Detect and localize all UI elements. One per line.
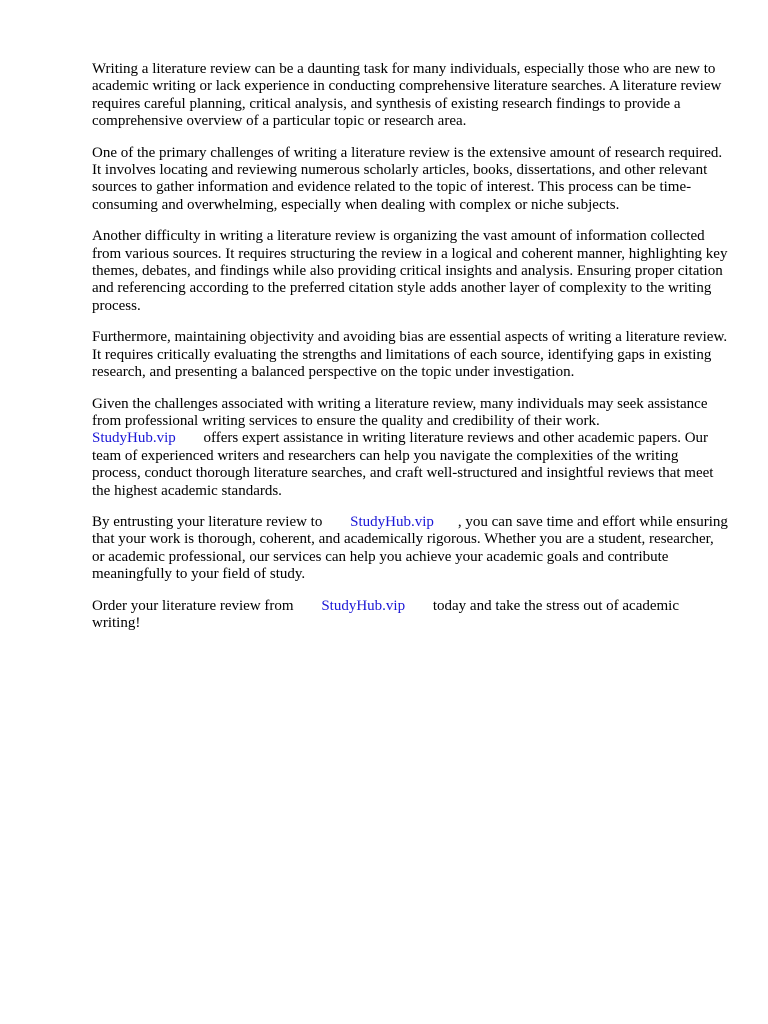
document-body	[92, 61, 728, 646]
studyhub-link-3[interactable]: StudyHub.vip	[321, 597, 406, 614]
paragraph-6	[92, 514, 728, 584]
paragraph-3: Another difficulty in writing a literature review is organizing the vast amount of information collected from various sources. It requires structuring the review in a logical and coherent manner, highlighting key themes, debates, and findings while also providing critical insights and analysis. Ensuring proper citation and referencing according to the preferred citation style adds another layer of complexity to the writing process.	[92, 228, 728, 314]
paragraph-7	[92, 598, 728, 633]
paragraph-5-text-after: offers expert assistance in writing literature reviews and other academic papers. Our team of experienced writers and researchers can help you navigate the complexities of the writing process, conduct thorough literature searches, and craft well-structured and insightful reviews that meet the highest academic standards.	[92, 430, 714, 499]
paragraph-5	[92, 396, 728, 500]
paragraph-6-text-after: , you can save time and effort while ensuring that your work is thorough, coherent, and academically rigorous. Whether you are a student, researcher, or academic professional, our services can help you achieve your academic goals and contribute meaningfully to your field of study.	[92, 513, 728, 583]
studyhub-link-2[interactable]: StudyHub.vip	[350, 513, 434, 530]
paragraph-4: Furthermore, maintaining objectivity and avoiding bias are essential aspects of writing a literature review. It requires critically evaluating the strengths and limitations of each source, identifying gaps in existing research, and presenting a balanced perspective on the topic under investigation.	[92, 329, 728, 381]
paragraph-6-text-before: By entrusting your literature review to	[92, 513, 323, 530]
studyhub-link-1[interactable]: StudyHub.vip	[92, 430, 176, 447]
paragraph-7-text-after: today and take the stress out of academic writing!	[92, 597, 680, 631]
paragraph-1: Writing a literature review can be a daunting task for many individuals, especially those who are new to academic writing or lack experience in conducting comprehensive literature searches. A literature review requires careful planning, critical analysis, and synthesis of existing research findings to provide a comprehensive overview of a particular topic or research area.	[92, 61, 722, 130]
paragraph-2: One of the primary challenges of writing a literature review is the extensive amount of research required. It involves locating and reviewing numerous scholarly articles, books, dissertations, and other relevant sources to gather information and evidence related to the topic of interest. This process can be time-consuming and overwhelming, especially when dealing with complex or niche subjects.	[92, 144, 723, 213]
paragraph-7-text-before: Order your literature review from	[92, 597, 294, 614]
paragraph-5-text-before: Given the challenges associated with writing a literature review, many individuals may seek assistance from professional writing services to ensure the quality and credibility of their work.	[92, 395, 708, 429]
